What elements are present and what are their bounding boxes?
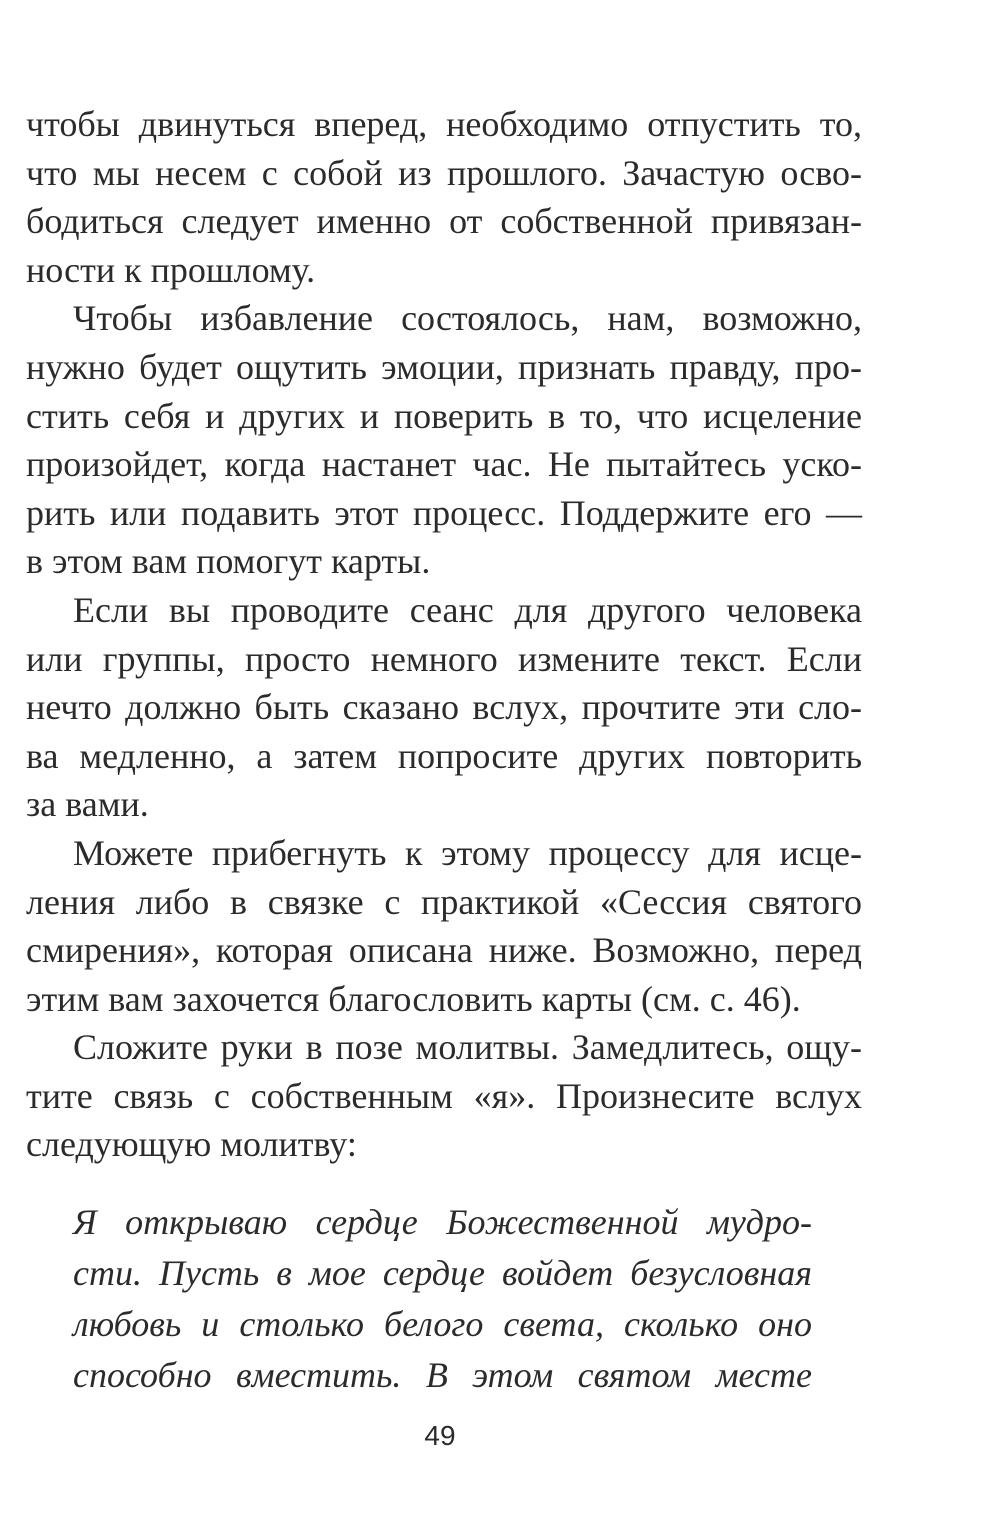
text-line: тите связь с собственным «я». Произнесите вслух [26,1075,862,1116]
text-line: смирения», которая описана ниже. Возможно, перед [26,930,862,971]
text-line: ва медленно, а затем попросите других повторить [26,735,862,776]
prayer-line: любовь и столько белого света, сколько оно [73,1304,812,1344]
text-line: произойдет, когда настанет час. Не пытайтесь уско- [26,444,862,485]
text-line: бодиться следует именно от собственной привязан- [26,201,862,242]
text-line: ления либо в связке с практикой «Сессия святого [26,881,862,922]
text-line: Если вы проводите сеанс для другого человека [73,589,862,630]
prayer-quote [73,1197,812,1401]
body-text [26,100,862,1169]
prayer-line: сти. Пусть в мое сердце войдет безусловная [73,1253,812,1293]
text-line: в этом вам помогут карты. [26,541,431,582]
page-number: 49 [424,1420,456,1451]
text-line: Чтобы избавление состоялось, нам, возможно, [73,298,862,339]
text-line: нужно будет ощутить эмоции, признать правду, про- [26,346,862,387]
text-line: рить или подавить этот процесс. Поддержите его — [26,492,862,533]
text-line: Можете прибегнуть к этому процессу для исце- [73,832,862,873]
text-line: ности к прошлому. [26,249,316,290]
text-line: Сложите руки в позе молитвы. Замедлитесь, ощу- [73,1027,862,1068]
text-line: нечто должно быть сказано вслух, прочтите эти сло- [26,687,862,728]
text-line: что мы несем с собой из прошлого. Зачастую осво- [26,152,862,193]
prayer-line: способно вместить. В этом святом месте [73,1355,812,1395]
text-line: следующую молитву: [26,1124,357,1165]
text-line: или группы, просто немного измените текст. Если [26,638,862,679]
text-line: чтобы двинуться вперед, необходимо отпустить то, [26,104,862,144]
text-line: за вами. [26,784,149,825]
prayer-line: Я открываю сердце Божественной мудро- [73,1202,812,1242]
text-line: стить себя и других и поверить в то, что исцеление [26,395,862,436]
text-line: этим вам захочется благословить карты (см. с. 46). [26,978,801,1019]
